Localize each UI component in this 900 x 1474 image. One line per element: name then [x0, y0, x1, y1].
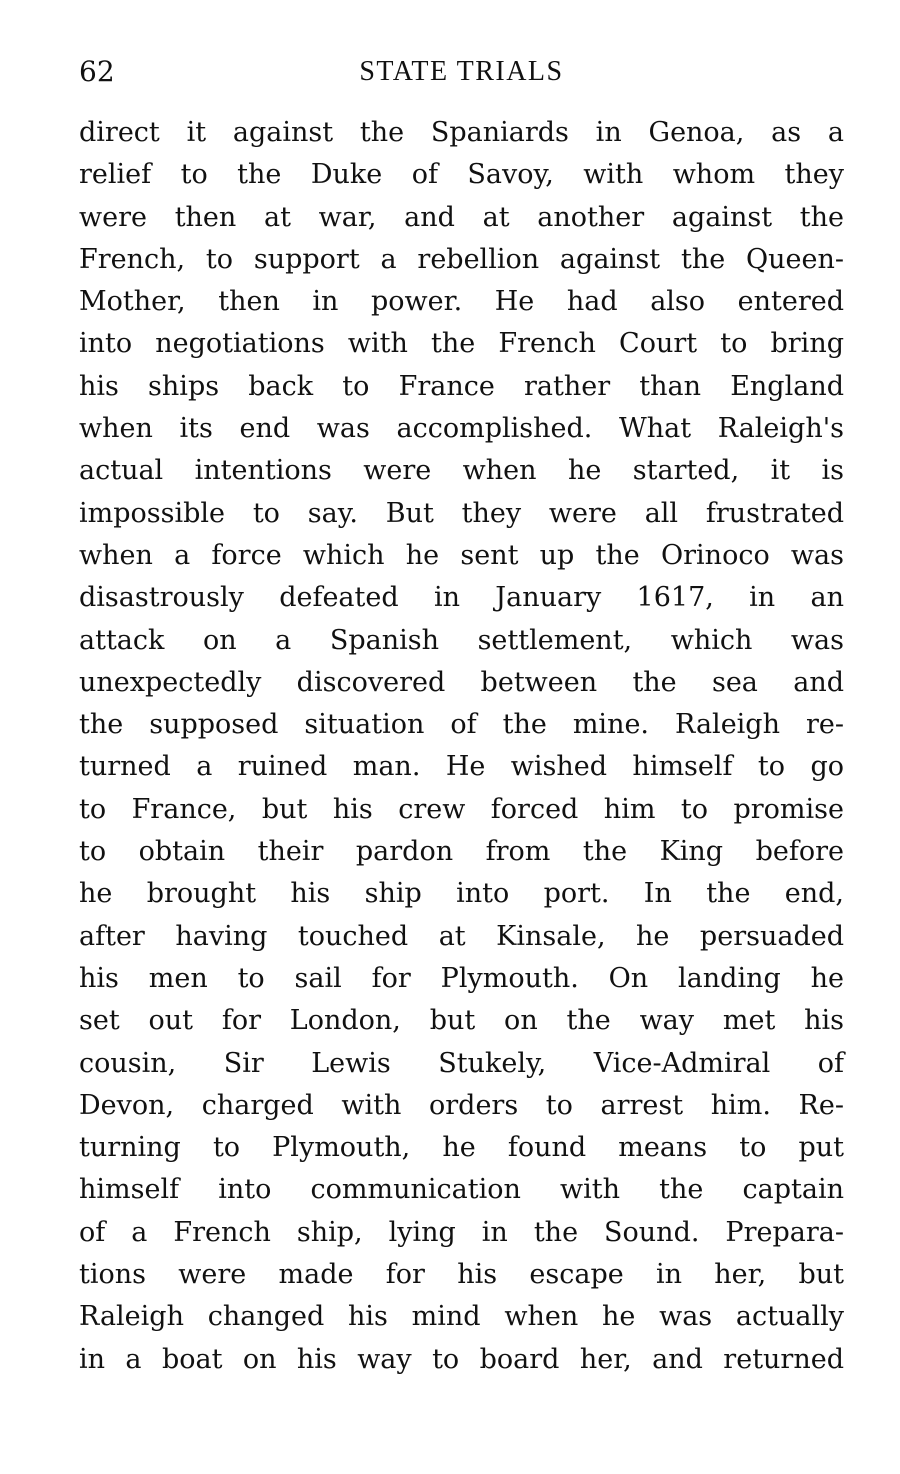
text-line: direct it against the Spaniards in Genoa, as a: [79, 117, 844, 148]
text-line: Mother, then in power. He had also entered: [79, 286, 844, 318]
text-line: set out for London, but on the way met his: [79, 1005, 844, 1037]
text-line: to France, but his crew forced him to promise: [79, 793, 844, 825]
text-line: attack on a Spanish settlement, which was: [79, 624, 844, 656]
running-head: [79, 52, 844, 96]
running-title: STATE TRIALS: [359, 56, 564, 87]
text-line: of a French ship, lying in the Sound. Prepara-: [79, 1216, 844, 1248]
text-line: unexpectedly discovered between the sea and: [79, 666, 844, 698]
text-line: turned a ruined man. He wished himself to go: [79, 751, 844, 783]
text-line: cousin, Sir Lewis Stukely, Vice-Admiral of: [79, 1047, 844, 1079]
text-line: Raleigh changed his mind when he was actually: [79, 1301, 844, 1333]
text-line: his ships back to France rather than England: [79, 370, 844, 402]
text-line: to obtain their pardon from the King before: [79, 836, 844, 868]
text-line: French, to support a rebellion against the Queen-: [79, 243, 844, 275]
text-line: disastrously defeated in January 1617, in an: [79, 582, 844, 614]
text-line: Devon, charged with orders to arrest him. Re-: [79, 1089, 844, 1121]
text-line: turning to Plymouth, he found means to put: [79, 1132, 844, 1164]
text-line: the supposed situation of the mine. Raleigh re-: [79, 709, 844, 741]
text-line: his men to sail for Plymouth. On landing he: [79, 962, 844, 994]
text-line: were then at war, and at another against the: [79, 201, 844, 233]
text-line: into negotiations with the French Court to bring: [79, 328, 844, 360]
text-line: himself into communication with the captain: [79, 1174, 844, 1206]
text-line: relief to the Duke of Savoy, with whom they: [79, 159, 844, 191]
text-line: in a boat on his way to board her, and returned: [79, 1343, 844, 1375]
page-number: 62: [79, 55, 115, 88]
text-line: he brought his ship into port. In the end,: [79, 878, 844, 910]
text-line: after having touched at Kinsale, he persuaded: [79, 920, 844, 952]
text-line: when a force which he sent up the Orinoco was: [79, 539, 844, 571]
body-text: [79, 112, 844, 1381]
text-line: actual intentions were when he started, it is: [79, 455, 844, 487]
text-line: impossible to say. But they were all frustrated: [79, 497, 844, 529]
text-line: tions were made for his escape in her, but: [79, 1259, 844, 1291]
text-line: when its end was accomplished. What Raleigh's: [79, 413, 844, 445]
